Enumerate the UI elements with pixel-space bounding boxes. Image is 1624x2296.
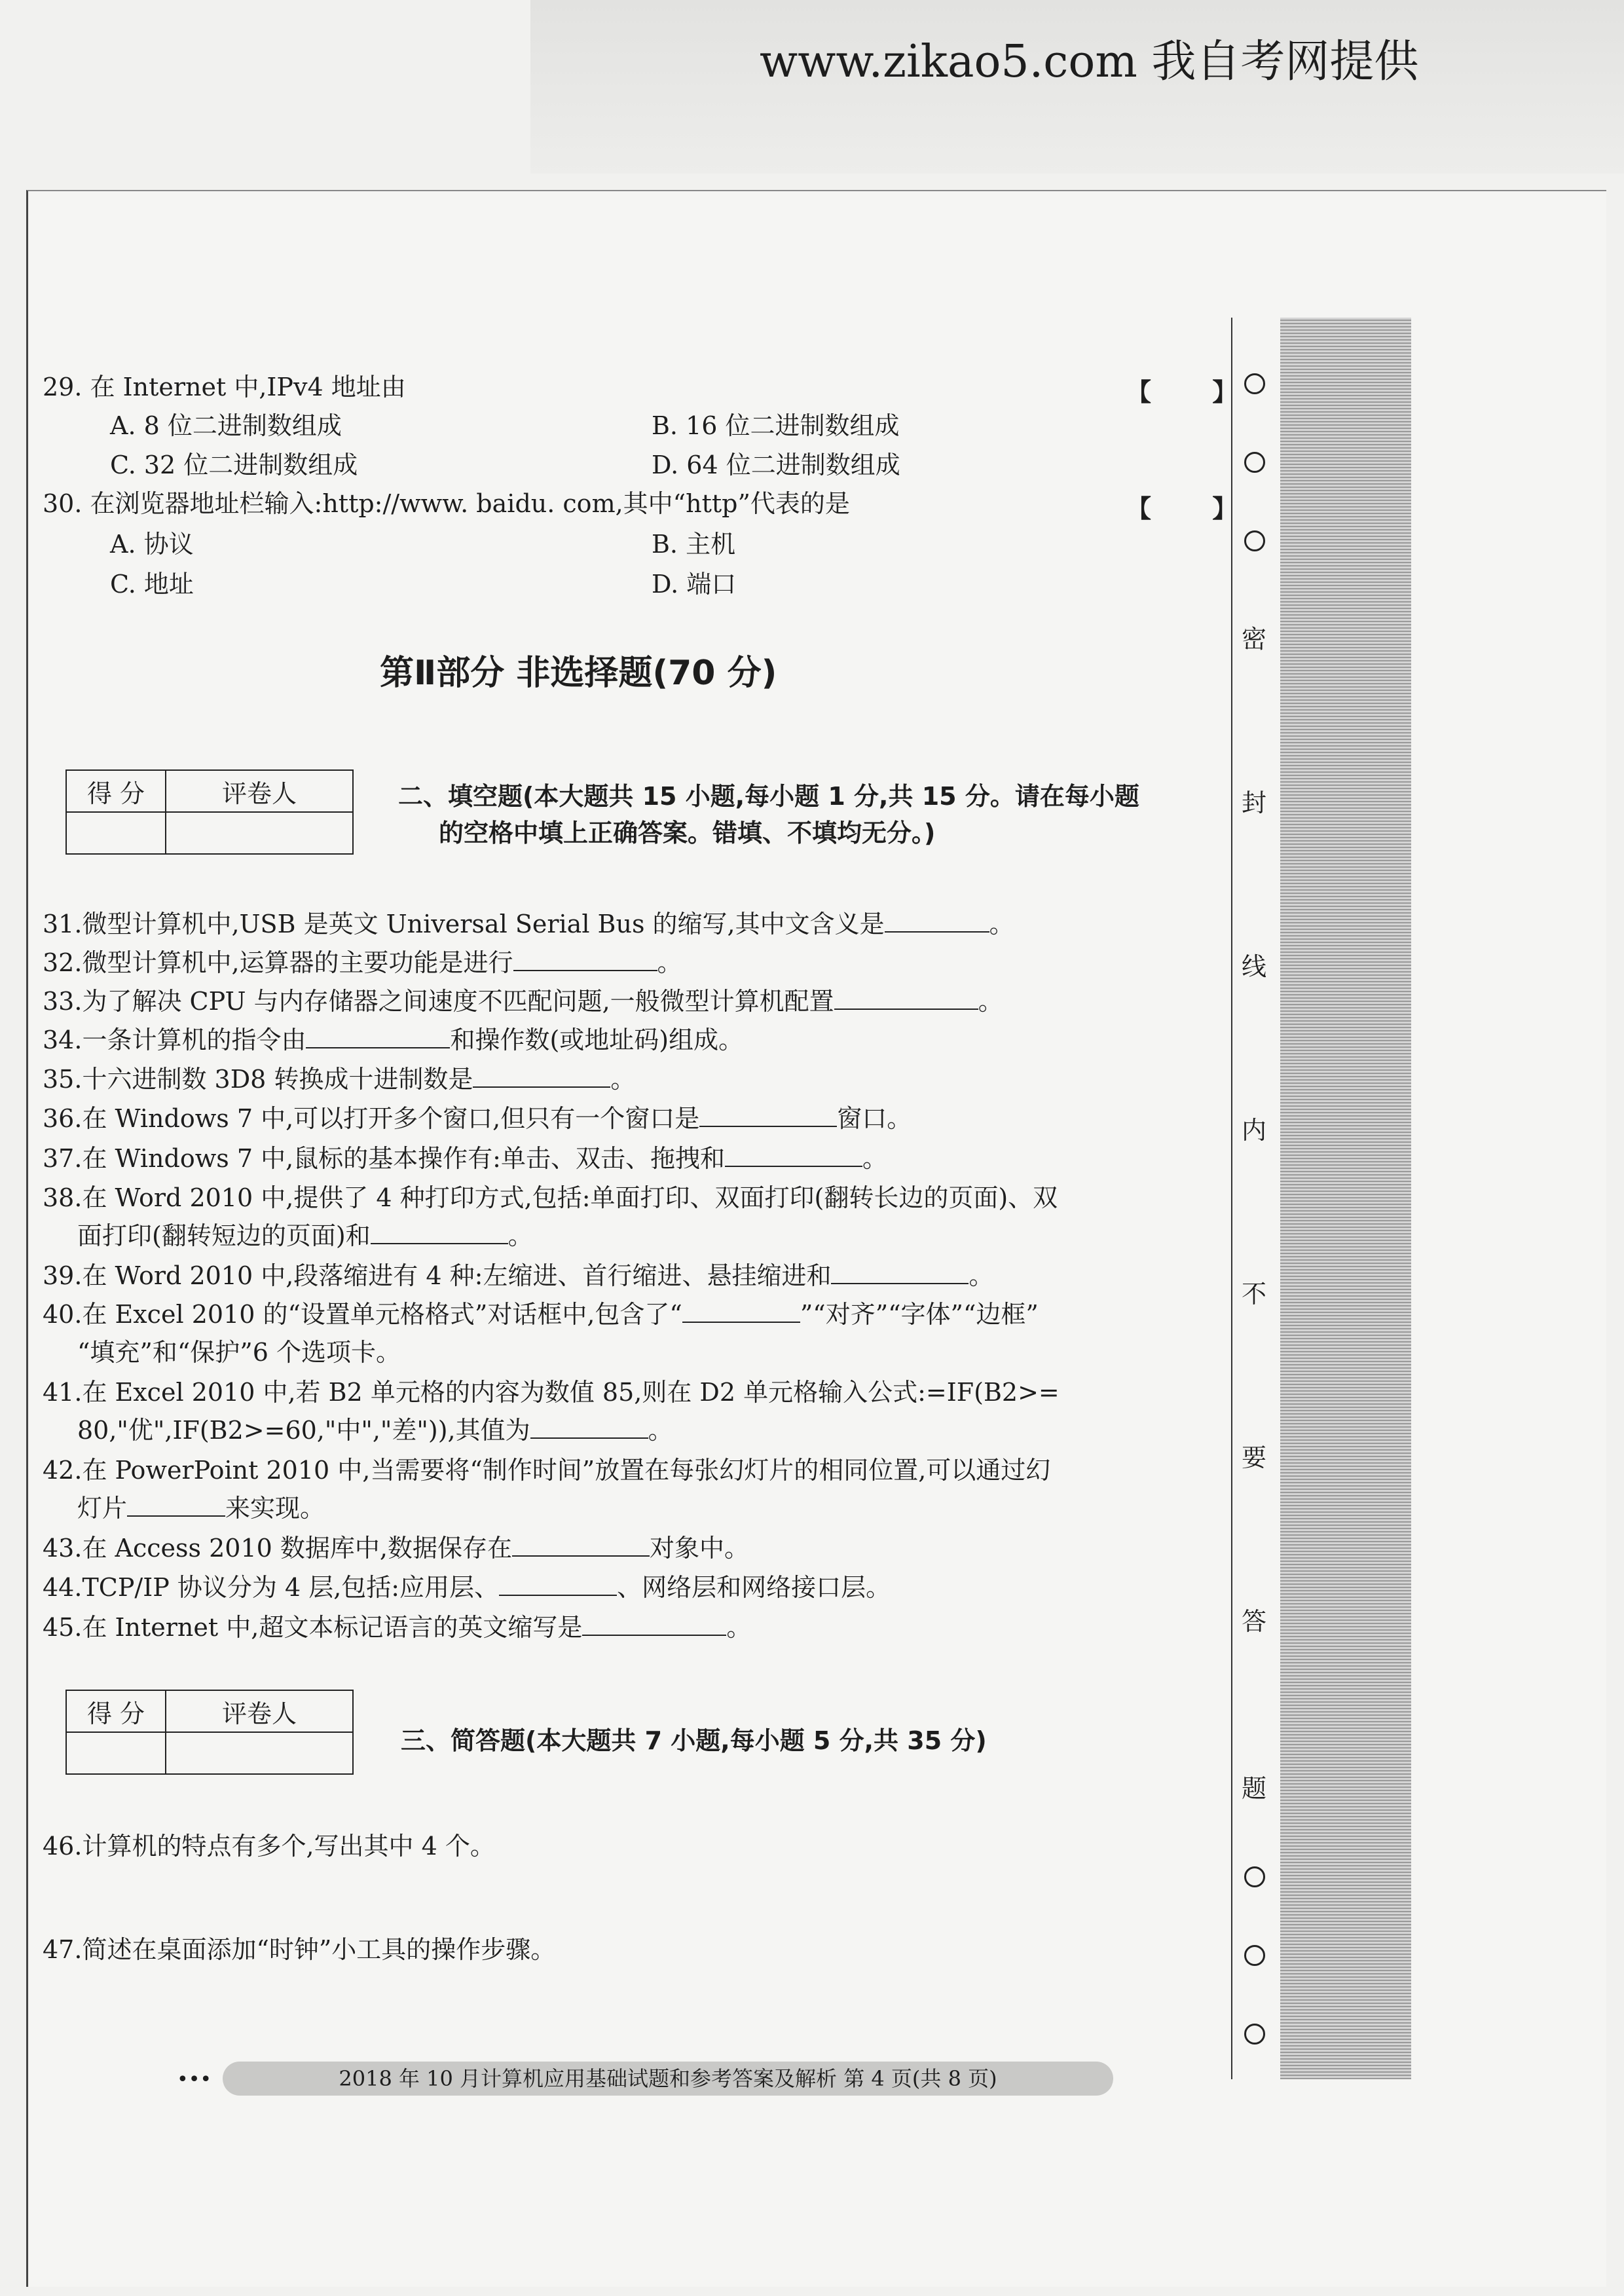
- section3-heading: 三、简答题(本大题共 7 小题,每小题 5 分,共 35 分): [401, 1726, 987, 1755]
- seal-char: 线: [1241, 952, 1266, 981]
- answer-blank-45[interactable]: [582, 1615, 726, 1636]
- score-label: 得 分: [66, 770, 166, 812]
- question-42: 42.在 PowerPoint 2010 中,当需要将“制作时间”放置在每张幻灯片的相同位置,可以通过幻: [43, 1456, 1051, 1485]
- question-33: 33.为了解决 CPU 与内存储器之间速度不匹配问题,一般微型计算机配置 。: [43, 987, 1003, 1016]
- seal-char: 密: [1241, 625, 1266, 654]
- answer-bracket-29: 【 】: [1126, 377, 1264, 407]
- score-box-2: [65, 1690, 354, 1775]
- grader-label: 评卷人: [166, 1690, 353, 1732]
- score-box-1: [65, 769, 354, 855]
- score-cell: [66, 812, 166, 854]
- question-29: 29. 在 Internet 中,IPv4 地址由: [43, 373, 406, 401]
- seal-char: 内: [1241, 1116, 1266, 1145]
- answer-blank-43[interactable]: [512, 1536, 650, 1557]
- seal-char: 题: [1241, 1774, 1266, 1803]
- answer-blank-44[interactable]: [499, 1575, 617, 1596]
- seal-circle: [1244, 373, 1265, 394]
- answer-blank-40[interactable]: [682, 1302, 800, 1323]
- answer-blank-39[interactable]: [831, 1263, 969, 1284]
- seal-binding-strip: [1280, 318, 1411, 2079]
- answer-blank-41[interactable]: [530, 1418, 648, 1439]
- score-label: 得 分: [66, 1690, 166, 1732]
- answer-bracket-30: 【 】: [1126, 494, 1264, 523]
- section2-heading: 二、填空题(本大题共 15 小题,每小题 1 分,共 15 分。请在每小题 的空格中填上正确答案。错填、不填均无分。): [398, 782, 1139, 847]
- seal-char: 封: [1241, 788, 1266, 817]
- footer-dots: •••: [177, 2068, 212, 2091]
- option-29-b: B. 16 位二进制数组成: [652, 411, 900, 440]
- question-30: 30. 在浏览器地址栏输入:http://www. baidu. com,其中“http”代表的是: [43, 489, 850, 518]
- question-34: 34.一条计算机的指令由 和操作数(或地址码)组成。: [43, 1026, 744, 1054]
- option-29-c: C. 32 位二进制数组成: [110, 451, 358, 479]
- answer-blank-34[interactable]: [306, 1028, 450, 1048]
- question-32: 32.微型计算机中,运算器的主要功能是进行 。: [43, 948, 682, 977]
- option-30-c: C. 地址: [110, 570, 194, 599]
- question-47: 47.简述在桌面添加“时钟”小工具的操作步骤。: [43, 1935, 556, 1964]
- part2-title: 第Ⅱ部分 非选择题(70 分): [380, 654, 777, 693]
- question-41-cont: 80,"优",IF(B2>=60,"中","差")),其值为 。: [77, 1416, 673, 1445]
- grader-cell: [166, 1732, 353, 1774]
- grader-label: 评卷人: [166, 770, 353, 812]
- question-44: 44.TCP/IP 协议分为 4 层,包括:应用层、 、网络层和网络接口层。: [43, 1573, 891, 1602]
- question-38-cont: 面打印(翻转短边的页面)和 。: [77, 1221, 533, 1250]
- question-41: 41.在 Excel 2010 中,若 B2 单元格的内容为数值 85,则在 D2 单元格输入公式:=IF(B2>=: [43, 1378, 1060, 1407]
- question-36: 36.在 Windows 7 中,可以打开多个窗口,但只有一个窗口是 窗口。: [43, 1104, 912, 1133]
- answer-blank-32[interactable]: [513, 950, 657, 971]
- seal-circle: [1244, 530, 1265, 551]
- answer-blank-37[interactable]: [725, 1146, 862, 1167]
- question-40: 40.在 Excel 2010 的“设置单元格格式”对话框中,包含了“ ”“对齐”“字体”“边框”: [43, 1300, 1039, 1329]
- seal-circle: [1244, 452, 1265, 473]
- question-42-cont: 灯片 来实现。: [77, 1494, 325, 1523]
- question-43: 43.在 Access 2010 数据库中,数据保存在 对象中。: [43, 1534, 749, 1563]
- question-45: 45.在 Internet 中,超文本标记语言的英文缩写是 。: [43, 1613, 752, 1642]
- option-29-d: D. 64 位二进制数组成: [652, 451, 900, 479]
- option-30-a: A. 协议: [110, 530, 194, 559]
- question-38: 38.在 Word 2010 中,提供了 4 种打印方式,包括:单面打印、双面打印(翻转长边的页面)、双: [43, 1183, 1058, 1212]
- seal-char: 要: [1241, 1443, 1266, 1472]
- grader-cell: [166, 812, 353, 854]
- option-30-d: D. 端口: [652, 570, 737, 599]
- seal-circle: [1244, 2024, 1265, 2045]
- question-39: 39.在 Word 2010 中,段落缩进有 4 种:左缩进、首行缩进、悬挂缩进和 。: [43, 1261, 994, 1290]
- page-footer: 2018 年 10 月计算机应用基础试题和参考答案及解析 第 4 页(共 8 页): [223, 2062, 1113, 2096]
- answer-blank-31[interactable]: [885, 912, 989, 933]
- answer-blank-38[interactable]: [371, 1223, 508, 1244]
- question-31: 31.微型计算机中,USB 是英文 Universal Serial Bus 的缩写,其中文含义是 。: [43, 910, 1014, 938]
- score-cell: [66, 1732, 166, 1774]
- answer-blank-42[interactable]: [127, 1496, 225, 1517]
- answer-blank-33[interactable]: [834, 989, 978, 1010]
- question-35: 35.十六进制数 3D8 转换成十进制数是 。: [43, 1065, 636, 1094]
- option-30-b: B. 主机: [652, 530, 736, 559]
- seal-char: 不: [1241, 1280, 1266, 1308]
- answer-blank-35[interactable]: [473, 1067, 610, 1088]
- seal-line-column: [1231, 318, 1278, 2079]
- question-40-cont: “填充”和“保护”6 个选项卡。: [77, 1338, 401, 1367]
- site-header: www.zikao5.com 我自考网提供: [760, 36, 1419, 88]
- question-37: 37.在 Windows 7 中,鼠标的基本操作有:单击、双击、拖拽和 。: [43, 1144, 887, 1173]
- option-29-a: A. 8 位二进制数组成: [110, 411, 342, 440]
- answer-blank-36[interactable]: [699, 1106, 837, 1127]
- seal-char: 答: [1241, 1607, 1266, 1636]
- question-46: 46.计算机的特点有多个,写出其中 4 个。: [43, 1832, 495, 1861]
- seal-circle: [1244, 1866, 1265, 1887]
- seal-circle: [1244, 1945, 1265, 1966]
